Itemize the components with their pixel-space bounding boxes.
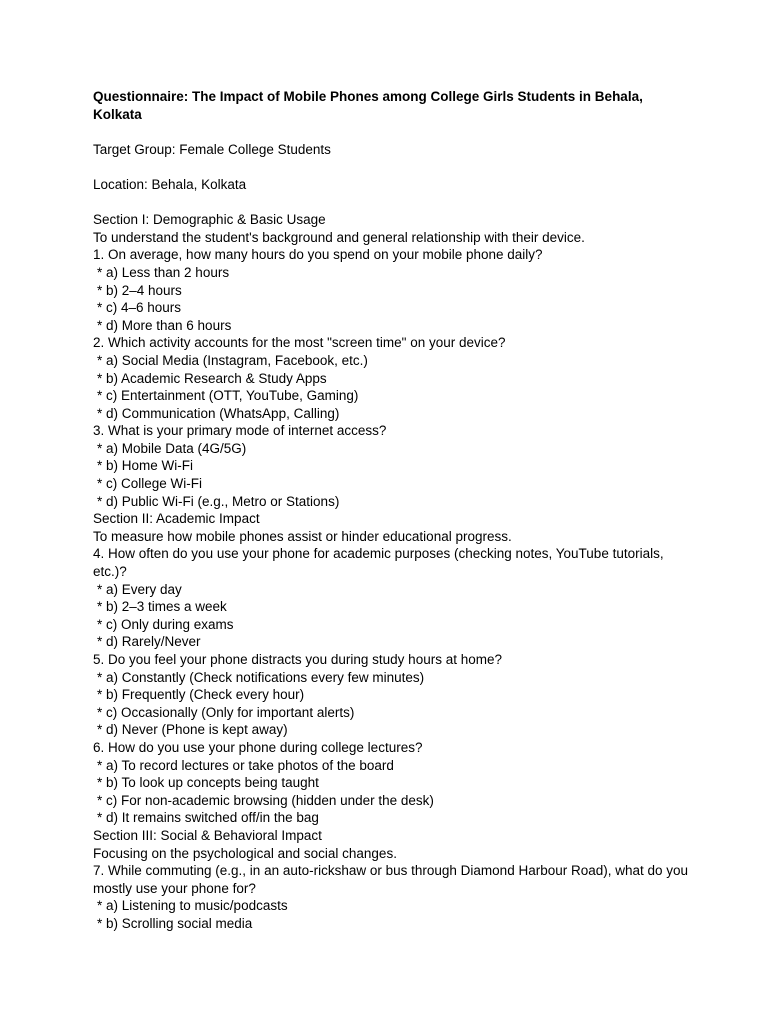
section-intro: To understand the student's background and general relationship with their device. <box>93 229 585 245</box>
question-option: * b) Academic Research & Study Apps <box>97 370 327 386</box>
question-option: * c) Occasionally (Only for important alerts) <box>97 704 355 720</box>
question-option: * c) Only during exams <box>97 616 234 632</box>
target-group: Target Group: Female College Students <box>93 141 331 157</box>
question-option: * d) Never (Phone is kept away) <box>97 722 288 738</box>
section-heading: Section III: Social & Behavioral Impact <box>93 827 322 843</box>
section-1 <box>93 211 693 510</box>
question-7 <box>93 862 693 932</box>
document-page <box>93 88 693 933</box>
section-3 <box>93 827 693 933</box>
question-text: 7. While commuting (e.g., in an auto-rickshaw or bus through Diamond Harbour Road), what do you mostly use your phone for? <box>93 863 692 896</box>
question-option: * a) Listening to music/podcasts <box>97 898 288 914</box>
question-option: * d) It remains switched off/in the bag <box>97 810 319 826</box>
question-text: 1. On average, how many hours do you spend on your mobile phone daily? <box>93 247 543 263</box>
section-heading: Section II: Academic Impact <box>93 511 260 527</box>
question-text: 6. How do you use your phone during college lectures? <box>93 739 423 755</box>
question-option: * a) Social Media (Instagram, Facebook, etc.) <box>97 352 368 368</box>
question-option: * c) College Wi-Fi <box>97 476 203 492</box>
question-option: * c) Entertainment (OTT, YouTube, Gaming) <box>97 388 359 404</box>
question-5 <box>93 651 693 739</box>
question-option: * a) Mobile Data (4G/5G) <box>97 440 247 456</box>
question-option: * b) Frequently (Check every hour) <box>97 687 305 703</box>
question-option: * a) Constantly (Check notifications every few minutes) <box>97 669 425 685</box>
question-4 <box>93 545 693 651</box>
document-title: Questionnaire: The Impact of Mobile Phones among College Girls Students in Behala, Kolkata <box>93 89 643 122</box>
question-1 <box>93 246 693 334</box>
question-text: 5. Do you feel your phone distracts you during study hours at home? <box>93 652 502 667</box>
question-option: * b) Scrolling social media <box>97 915 253 931</box>
question-6 <box>93 739 693 827</box>
question-3 <box>93 422 693 510</box>
question-text: 4. How often do you use your phone for academic purposes (checking notes, YouTube tutorials, etc.)? <box>93 546 668 580</box>
question-option: * d) Public Wi-Fi (e.g., Metro or Stations) <box>97 493 340 509</box>
question-option: * a) Every day <box>97 581 182 597</box>
question-option: * b) To look up concepts being taught <box>97 775 319 791</box>
question-option: * a) Less than 2 hours <box>97 264 230 280</box>
question-option: * d) More than 6 hours <box>97 317 232 333</box>
section-intro: Focusing on the psychological and social changes. <box>93 845 397 861</box>
section-intro: To measure how mobile phones assist or hinder educational progress. <box>93 528 512 544</box>
question-2 <box>93 334 693 422</box>
question-option: * d) Rarely/Never <box>97 634 201 650</box>
question-option: * c) 4–6 hours <box>97 300 182 316</box>
question-option: * b) 2–4 hours <box>97 282 182 298</box>
question-option: * b) Home Wi-Fi <box>97 458 194 474</box>
section-2 <box>93 510 693 827</box>
question-option: * c) For non-academic browsing (hidden under the desk) <box>97 792 434 808</box>
question-option: * a) To record lectures or take photos of the board <box>97 757 394 773</box>
question-option: * d) Communication (WhatsApp, Calling) <box>97 405 340 421</box>
location: Location: Behala, Kolkata <box>93 176 247 192</box>
question-text: 3. What is your primary mode of internet access? <box>93 423 387 439</box>
question-text: 2. Which activity accounts for the most "screen time" on your device? <box>93 335 506 351</box>
question-option: * b) 2–3 times a week <box>97 599 227 615</box>
section-heading: Section I: Demographic & Basic Usage <box>93 212 326 228</box>
